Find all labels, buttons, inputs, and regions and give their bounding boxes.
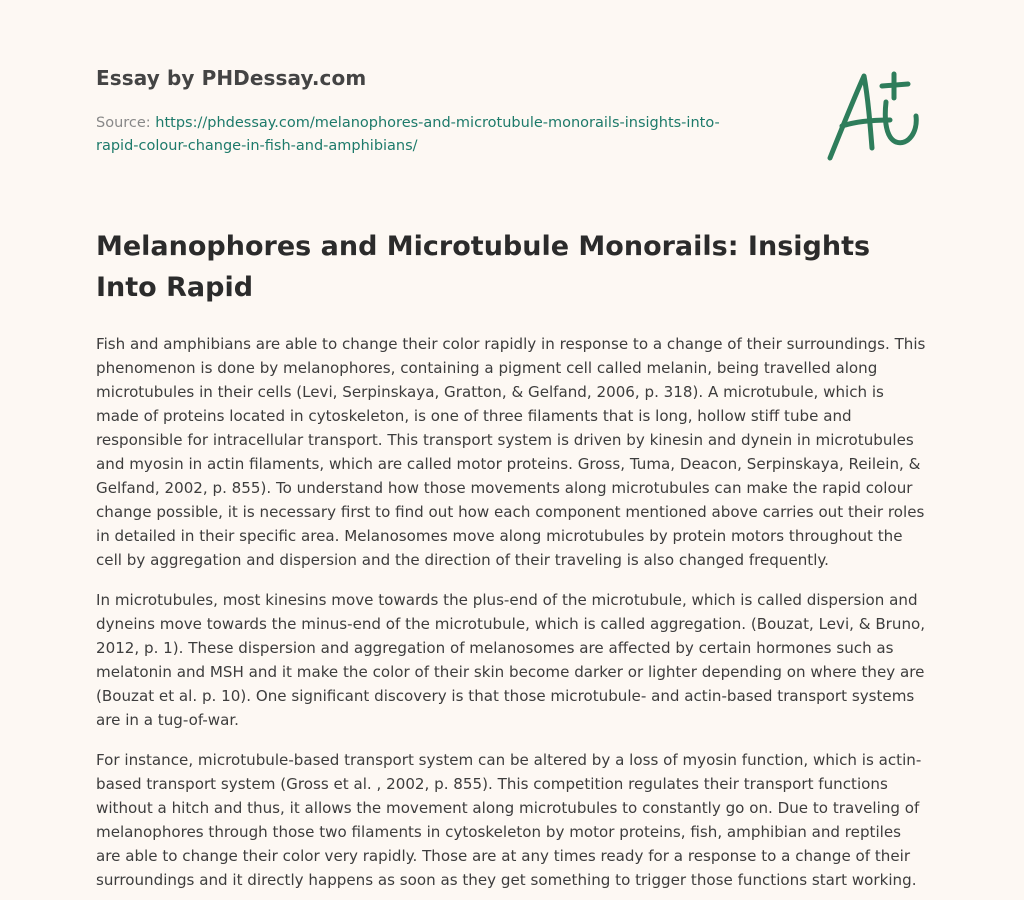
paragraph: In microtubules, most kinesins move towards the plus-end of the microtubule, which is called dispersion and dyneins move towards the minus-end of the microtubule, which is called aggregation. (Bouzat, Levi, & Bruno, 2012, p. 1). These dispersion and aggregation of melanosomes are affected by certain hormones such as melatonin and MSH and it make the color of their skin become darker or lighter depending on where they are (Bouzat et al. p. 10). One significant discovery is that those microtubule- and actin-based transport systems are in a tug-of-war. xyxy=(96,591,926,729)
site-brand: Essay by PHDessay.com xyxy=(96,66,367,90)
source-link[interactable]: https://phdessay.com/melanophores-and-microtubule-monorails-insights-into-rapid-colour-change-in-fish-and-amphibians/ xyxy=(96,115,720,154)
essay-body xyxy=(96,332,928,892)
page-header xyxy=(96,0,928,200)
a-plus-logo-icon xyxy=(824,68,928,164)
page-title: Melanophores and Microtubule Monorails: Insights Into Rapid xyxy=(96,231,871,303)
source-label: Source: xyxy=(96,115,151,131)
paragraph: For instance, microtubule-based transport system can be altered by a loss of myosin function, which is actin-based transport system (Gross et al. , 2002, p. 855). This competition regulates their transport functions without a hitch and thus, it allows the movement along microtubules to constantly go on. Due to traveling of melanophores through those two filaments in cytoskeleton by motor proteins, fish, amphibian and reptiles are able to change their color very rapidly. Those are at any times ready for a response to a change of their surroundings and it directly happens as soon as they get something to trigger those functions start working. xyxy=(96,751,922,889)
paragraph: Fish and amphibians are able to change their color rapidly in response to a change of their surroundings. This phenomenon is done by melanophores, containing a pigment cell called melanin, being travelled along microtubules in their cells (Levi, Serpinskaya, Gratton, & Gelfand, 2006, p. 318). A microtubule, which is made of proteins located in cytoskeleton, is one of three filaments that is long, hollow stiff tube and responsible for intracellular transport. This transport system is driven by kinesin and dynein in microtubules and myosin in actin filaments, which are called motor proteins. Gross, Tuma, Deacon, Serpinskaya, Reilein, & Gelfand, 2002, p. 855). To understand how those movements along microtubules can make the rapid colour change possible, it is necessary first to find out how each component mentioned above carries out their roles in detailed in their specific area. Melanosomes move along microtubules by protein motors throughout the cell by aggregation and dispersion and the direction of their traveling is also changed frequently. xyxy=(96,335,926,569)
source-line xyxy=(96,112,756,158)
